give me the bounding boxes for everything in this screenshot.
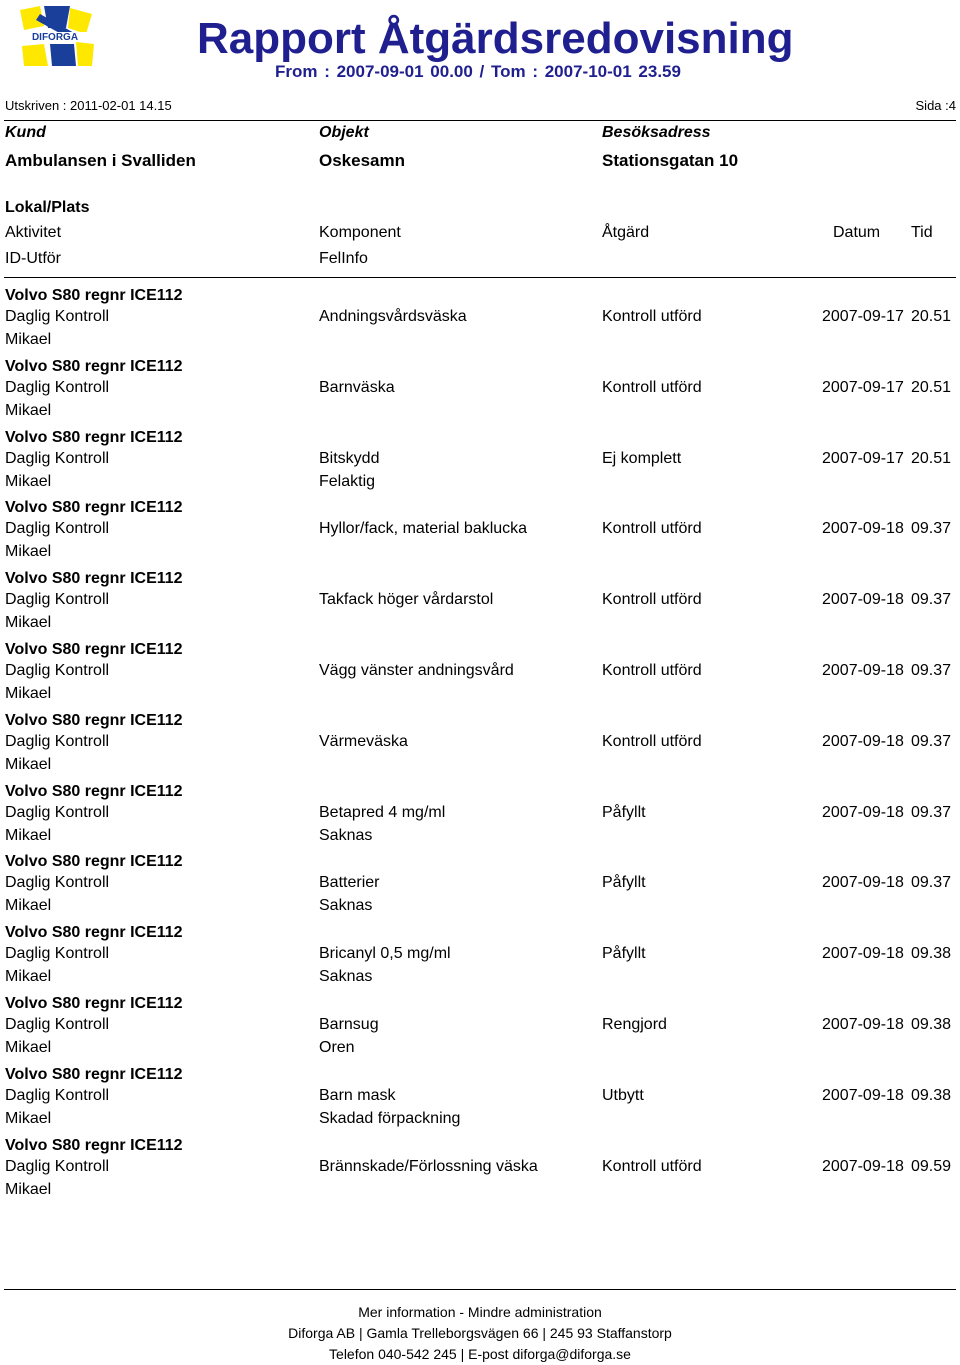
row-atgard: Utbytt — [602, 1086, 644, 1104]
row-komponent: Takfack höger vårdarstol — [319, 591, 494, 609]
row-tid: 09.38 — [911, 1086, 952, 1104]
row-lokal: Volvo S80 regnr ICE112 — [5, 570, 183, 588]
footer-contact: Telefon 040-542 245 | E-post diforga@diforga.se — [329, 1346, 631, 1362]
row-aktivitet: Daglig Kontroll — [5, 1086, 110, 1104]
row-felinfo: Skadad förpackning — [319, 1109, 461, 1127]
row-komponent: Värmeväska — [319, 732, 408, 750]
row-utfor: Mikael — [5, 472, 52, 490]
row-aktivitet: Daglig Kontroll — [5, 520, 110, 538]
row-komponent: Bitskydd — [319, 449, 380, 467]
row-utfor: Mikael — [5, 968, 52, 986]
row-aktivitet: Daglig Kontroll — [5, 874, 110, 892]
logo-graphic — [14, 4, 96, 68]
row-atgard: Kontroll utförd — [602, 308, 702, 325]
row-atgard: Kontroll utförd — [602, 1157, 702, 1175]
row-lokal: Volvo S80 regnr ICE112 — [5, 1136, 183, 1154]
col-tid: Tid — [911, 224, 933, 241]
row-atgard: Kontroll utförd — [602, 662, 702, 679]
page-number: Sida :4 — [915, 98, 956, 113]
col-datum: Datum — [833, 224, 881, 241]
row-felinfo: Felaktig — [319, 472, 376, 490]
footer-divider — [4, 1289, 956, 1290]
row-aktivitet: Daglig Kontroll — [5, 662, 110, 679]
row-aktivitet: Daglig Kontroll — [5, 308, 110, 325]
row-utfor: Mikael — [5, 1039, 52, 1056]
diforga-logo — [14, 4, 96, 68]
row-datum: 2007-09-18 — [822, 1157, 904, 1175]
row-tid: 09.37 — [911, 874, 952, 892]
row-utfor: Mikael — [5, 401, 52, 419]
row-utfor: Mikael — [5, 1180, 52, 1198]
besoksadress-label: Besöksadress — [602, 124, 711, 141]
row-tid: 20.51 — [911, 308, 952, 325]
report-period: From : 2007-09-01 00.00 / Tom : 2007-10-01 23.59 — [275, 62, 681, 81]
row-tid: 09.38 — [911, 1016, 952, 1033]
row-lokal: Volvo S80 regnr ICE112 — [5, 287, 183, 304]
row-datum: 2007-09-18 — [822, 732, 904, 750]
row-aktivitet: Daglig Kontroll — [5, 378, 110, 396]
row-utfor: Mikael — [5, 1109, 52, 1127]
row-komponent: Brännskade/Förlossning väska — [319, 1157, 538, 1175]
footer-tagline: Mer information - Mindre administration — [358, 1304, 602, 1320]
row-tid: 09.37 — [911, 662, 952, 679]
footer-address: Diforga AB | Gamla Trelleborgsvägen 66 | 245 93 Staffanstorp — [288, 1325, 672, 1341]
row-aktivitet: Daglig Kontroll — [5, 591, 110, 609]
row-felinfo: Saknas — [319, 826, 373, 844]
row-utfor: Mikael — [5, 685, 52, 702]
row-datum: 2007-09-18 — [822, 945, 904, 963]
row-tid: 09.37 — [911, 732, 952, 750]
row-atgard: Påfyllt — [602, 803, 646, 821]
row-datum: 2007-09-18 — [822, 520, 904, 538]
row-felinfo: Oren — [319, 1039, 355, 1056]
row-utfor: Mikael — [5, 543, 52, 561]
row-lokal: Volvo S80 regnr ICE112 — [5, 782, 183, 800]
row-lokal: Volvo S80 regnr ICE112 — [5, 711, 183, 729]
row-komponent: Batterier — [319, 874, 380, 892]
besoksadress-value: Stationsgatan 10 — [602, 151, 739, 170]
row-datum: 2007-09-18 — [822, 1086, 904, 1104]
row-lokal: Volvo S80 regnr ICE112 — [5, 853, 183, 871]
row-datum: 2007-09-18 — [822, 662, 904, 679]
row-lokal: Volvo S80 regnr ICE112 — [5, 641, 183, 658]
kund-value: Ambulansen i Svalliden — [5, 151, 196, 170]
row-tid: 09.59 — [911, 1157, 952, 1175]
row-aktivitet: Daglig Kontroll — [5, 732, 110, 750]
printed-date: Utskriven : 2011-02-01 14.15 — [5, 98, 172, 113]
row-komponent: Andningsvårdsväska — [319, 308, 467, 325]
row-lokal: Volvo S80 regnr ICE112 — [5, 924, 183, 942]
row-komponent: Barnsug — [319, 1016, 379, 1033]
row-komponent: Hyllor/fack, material baklucka — [319, 520, 528, 538]
row-atgard: Kontroll utförd — [602, 591, 702, 609]
row-komponent: Barnväska — [319, 378, 395, 396]
row-tid: 20.51 — [911, 449, 952, 467]
row-atgard: Kontroll utförd — [602, 520, 702, 538]
row-utfor: Mikael — [5, 755, 52, 773]
row-atgard: Kontroll utförd — [602, 378, 702, 396]
row-aktivitet: Daglig Kontroll — [5, 945, 110, 963]
report-title: Rapport Åtgärdsredovisning — [197, 14, 794, 63]
row-komponent: Barn mask — [319, 1086, 396, 1104]
row-tid: 20.51 — [911, 378, 952, 396]
col-komponent: Komponent — [319, 224, 401, 241]
row-komponent: Betapred 4 mg/ml — [319, 803, 446, 821]
row-tid: 09.37 — [911, 803, 952, 821]
row-datum: 2007-09-18 — [822, 803, 904, 821]
row-atgard: Kontroll utförd — [602, 732, 702, 750]
row-tid: 09.37 — [911, 591, 952, 609]
row-aktivitet: Daglig Kontroll — [5, 1157, 110, 1175]
header-divider — [4, 120, 956, 121]
row-lokal: Volvo S80 regnr ICE112 — [5, 428, 183, 446]
col-lokal: Lokal/Plats — [5, 199, 90, 216]
row-lokal: Volvo S80 regnr ICE112 — [5, 995, 183, 1012]
row-lokal: Volvo S80 regnr ICE112 — [5, 499, 183, 517]
row-datum: 2007-09-17 — [822, 449, 904, 467]
row-utfor: Mikael — [5, 331, 52, 348]
row-utfor: Mikael — [5, 897, 52, 915]
columns-divider — [4, 277, 956, 278]
row-lokal: Volvo S80 regnr ICE112 — [5, 357, 183, 375]
row-felinfo: Saknas — [319, 897, 373, 915]
col-felinfo: FelInfo — [319, 250, 368, 267]
objekt-label: Objekt — [319, 124, 369, 141]
row-atgard: Ej komplett — [602, 449, 682, 467]
row-atgard: Påfyllt — [602, 945, 646, 963]
row-atgard: Påfyllt — [602, 874, 646, 892]
objekt-value: Oskesamn — [319, 151, 405, 170]
row-utfor: Mikael — [5, 826, 52, 844]
row-lokal: Volvo S80 regnr ICE112 — [5, 1065, 183, 1083]
row-tid: 09.38 — [911, 945, 952, 963]
kund-label: Kund — [5, 124, 46, 141]
row-datum: 2007-09-17 — [822, 308, 904, 325]
row-datum: 2007-09-18 — [822, 874, 904, 892]
col-aktivitet: Aktivitet — [5, 224, 62, 241]
row-aktivitet: Daglig Kontroll — [5, 803, 110, 821]
row-aktivitet: Daglig Kontroll — [5, 449, 110, 467]
col-id-utfor: ID-Utför — [5, 250, 61, 267]
row-datum: 2007-09-18 — [822, 591, 904, 609]
row-atgard: Rengjord — [602, 1016, 667, 1033]
row-tid: 09.37 — [911, 520, 952, 538]
row-aktivitet: Daglig Kontroll — [5, 1016, 110, 1033]
row-datum: 2007-09-17 — [822, 378, 904, 396]
col-atgard: Åtgärd — [602, 224, 650, 241]
row-komponent: Vägg vänster andningsvård — [319, 662, 514, 679]
row-komponent: Bricanyl 0,5 mg/ml — [319, 945, 451, 963]
row-felinfo: Saknas — [319, 968, 373, 986]
logo-text: DIFORGA — [31, 32, 79, 43]
row-utfor: Mikael — [5, 614, 52, 632]
row-datum: 2007-09-18 — [822, 1016, 904, 1033]
